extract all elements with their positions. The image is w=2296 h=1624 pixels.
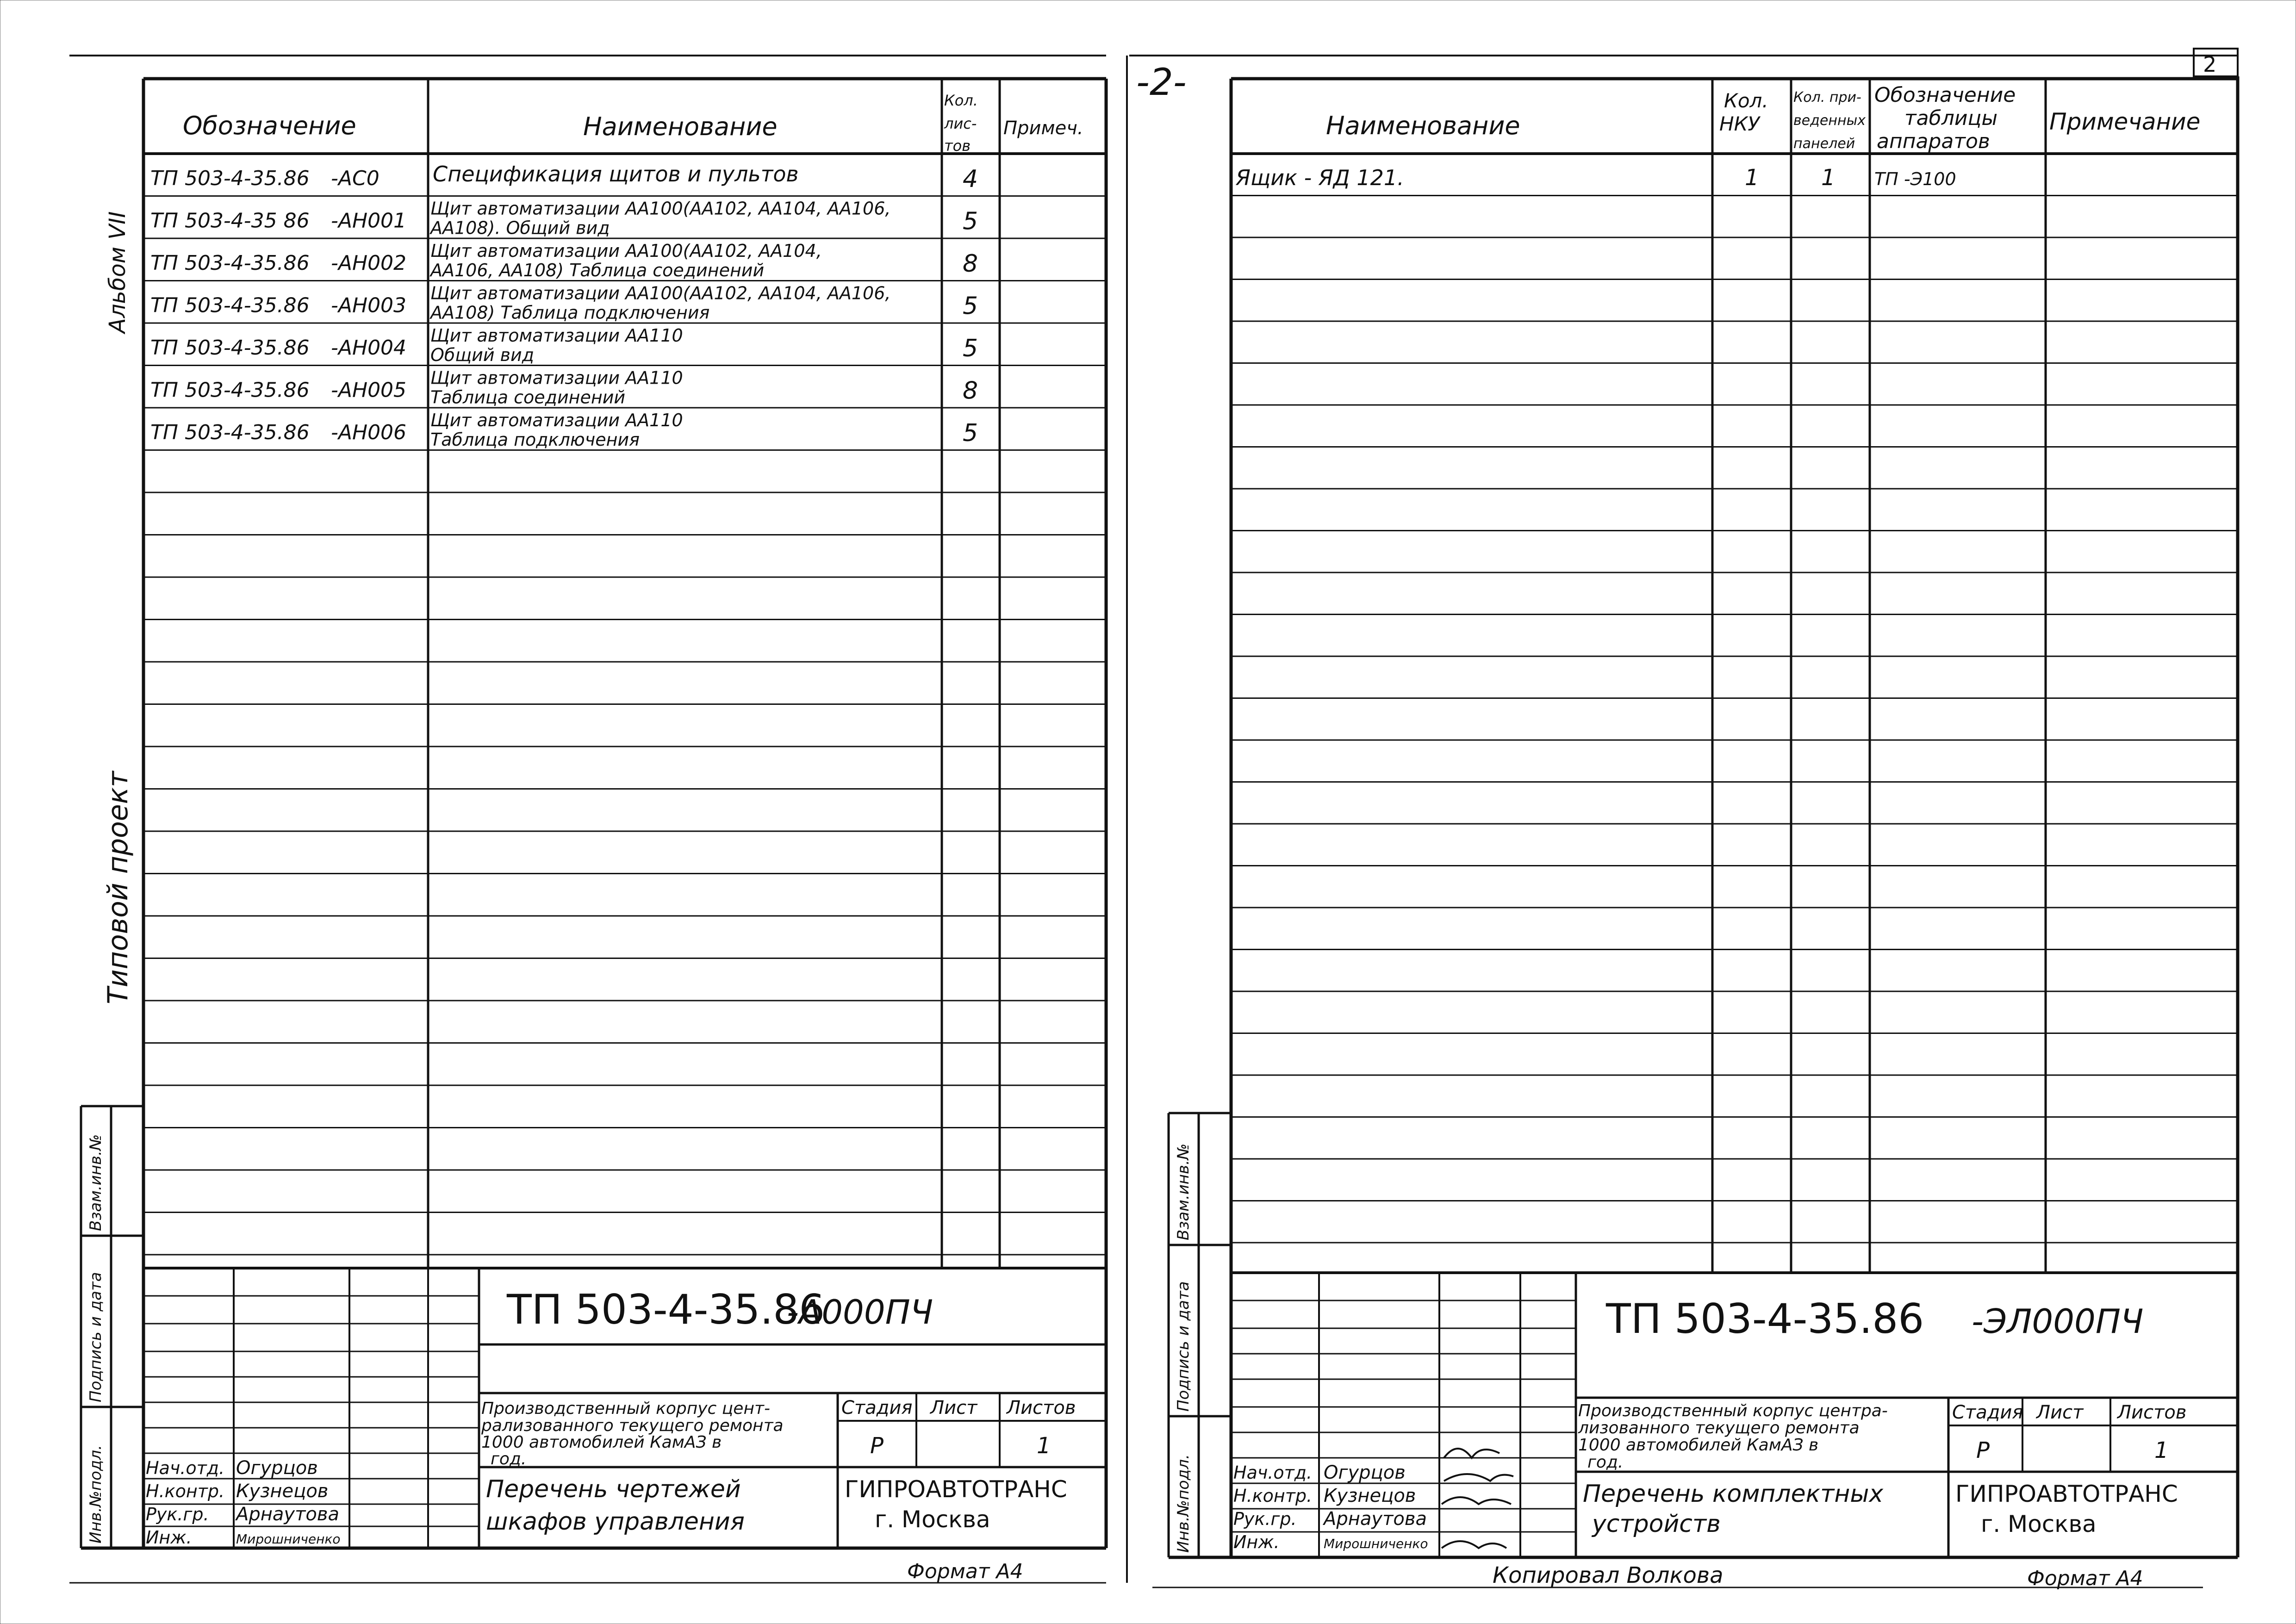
- stage-label-left: Стадия: [841, 1397, 913, 1419]
- row-code: ТП 503-4-35.86: [150, 336, 310, 360]
- row-code: ТП 503-4-35 86: [150, 209, 310, 233]
- person-name: Огурцов: [1324, 1462, 1406, 1483]
- header-sheets-1: Кол.: [944, 92, 978, 109]
- row-name-line: Щит автоматизации АА110: [430, 367, 683, 388]
- person-name: Арнаутова: [236, 1504, 339, 1525]
- doc-code-left: ТП 503-4-35.86: [507, 1286, 825, 1333]
- row-sheets: 5: [963, 207, 978, 236]
- object-line-4-left: год.: [491, 1450, 527, 1468]
- center-page-mark: -2-: [1136, 61, 1187, 104]
- doc-suffix-right: -ЭЛ000ПЧ: [1972, 1302, 2144, 1341]
- header-note-right: Примечание: [2049, 108, 2201, 135]
- title-line-2-left: шкафов управления: [486, 1508, 745, 1536]
- role-label: Нач.отд.: [146, 1458, 225, 1478]
- row-name-line: Щит автоматизации АА110: [430, 410, 683, 430]
- stage-value-right: Р: [1976, 1437, 1990, 1463]
- object-line-1-left: Производственный корпус цент-: [481, 1399, 770, 1418]
- role-label: Рук.гр.: [1233, 1509, 1297, 1529]
- object-line-2-left: рализованного текущего ремонта: [481, 1416, 784, 1435]
- row-suffix: -АН006: [331, 421, 407, 444]
- row-name-line: АА108) Таблица подключения: [430, 302, 710, 323]
- stamp-inv-podl: Инв.№подл.: [87, 1445, 105, 1543]
- row-name-line: Спецификация щитов и пультов: [433, 162, 799, 187]
- sheets-value-left: 1: [1037, 1433, 1051, 1459]
- row-code: ТП 503-4-35.86: [150, 378, 310, 402]
- header-qty-nku-1: Кол.: [1724, 89, 1768, 112]
- row-sheets: 5: [963, 292, 978, 320]
- org-line-2-right: г. Москва: [1981, 1511, 2097, 1537]
- stamp-signature-date: Подпись и дата: [87, 1272, 105, 1402]
- org-line-1-left: ГИПРОАВТОТРАНС: [845, 1476, 1067, 1503]
- object-line-3-left: 1000 автомобилей КамАЗ в: [481, 1433, 722, 1452]
- row-suffix: -АН005: [331, 378, 407, 402]
- row-sheets: 8: [963, 250, 978, 278]
- row-sheets: 8: [963, 377, 978, 405]
- row-name-line: АА108). Общий вид: [430, 218, 610, 238]
- role-label: Инж.: [1233, 1532, 1280, 1552]
- header-designation-2: таблицы: [1904, 106, 1998, 130]
- row-code: ТП 503-4-35.86: [150, 251, 310, 275]
- row-qty-panels: 1: [1821, 165, 1836, 191]
- row-suffix: -АН003: [331, 293, 407, 317]
- sheets-value-right: 1: [2154, 1437, 2169, 1463]
- title-line-1-left: Перечень чертежей: [486, 1475, 741, 1503]
- row-name-line: АА106, АА108) Таблица соединений: [430, 260, 765, 280]
- sheet-label-left: Лист: [930, 1397, 977, 1419]
- doc-code-right: ТП 503-4-35.86: [1606, 1295, 1924, 1343]
- row-sheets: 5: [963, 335, 978, 362]
- sheet-number: 2: [2203, 52, 2217, 77]
- stamp-signature-date-right: Подпись и дата: [1174, 1281, 1193, 1412]
- row-name-line: Щит автоматизации АА110: [430, 325, 683, 346]
- person-name: Кузнецов: [236, 1481, 329, 1502]
- header-sheets-2: лис-: [944, 115, 977, 132]
- row-code: ТП 503-4-35.86: [150, 293, 310, 317]
- row-designation: ТП -Э100: [1874, 169, 1956, 189]
- header-name: Наименование: [583, 112, 778, 141]
- row-suffix: -АН002: [331, 251, 407, 275]
- stamp-inv-podl-right: Инв.№подл.: [1174, 1454, 1193, 1553]
- sheets-label-left: Листов: [1007, 1397, 1076, 1419]
- title-line-1-right: Перечень комплектных: [1583, 1480, 1884, 1508]
- object-line-4-right: год.: [1587, 1453, 1624, 1472]
- row-suffix: -АН004: [331, 336, 407, 360]
- role-label: Рук.гр.: [146, 1504, 209, 1524]
- side-project-label: Типовой проект: [102, 771, 134, 1004]
- header-qty-panels-2: веденных: [1793, 112, 1866, 129]
- person-name: Огурцов: [236, 1457, 318, 1479]
- role-label: Нач.отд.: [1233, 1462, 1313, 1483]
- row-name-line: Щит автоматизации АА100(АА102, АА104,: [430, 241, 822, 261]
- object-line-2-right: лизованного текущего ремонта: [1578, 1419, 1860, 1437]
- stage-label-right: Стадия: [1952, 1402, 2023, 1423]
- header-sheets-3: тов: [944, 137, 971, 155]
- person-name: Мирошниченко: [1324, 1536, 1428, 1551]
- header-name-right: Наименование: [1326, 111, 1520, 140]
- object-line-3-right: 1000 автомобилей КамАЗ в: [1578, 1436, 1819, 1455]
- row-suffix: -АН001: [331, 209, 407, 233]
- title-line-2-right: устройств: [1592, 1510, 1721, 1538]
- row-suffix: -АС0: [331, 167, 380, 190]
- row-name-line: Щит автоматизации АА100(АА102, АА104, АА106,: [430, 283, 891, 304]
- row-name-line: Таблица подключения: [430, 429, 640, 450]
- format-right: Формат А4: [2027, 1567, 2143, 1590]
- person-name: Арнаутова: [1324, 1508, 1427, 1530]
- header-designation-1: Обозначение: [1874, 83, 2016, 107]
- stamp-replace-inv-right: Взам.инв.№: [1174, 1143, 1193, 1240]
- header-qty-panels-3: панелей: [1793, 136, 1855, 152]
- format-left: Формат А4: [907, 1560, 1023, 1583]
- row-name: Ящик - ЯД 121.: [1236, 165, 1404, 190]
- header-note: Примеч.: [1003, 118, 1083, 139]
- role-label: Н.контр.: [1233, 1486, 1313, 1506]
- row-sheets: 5: [963, 419, 978, 447]
- sheet-label-right: Лист: [2036, 1402, 2084, 1423]
- row-code: ТП 503-4-35.86: [150, 167, 310, 190]
- copied-by: Копировал Волкова: [1493, 1562, 1724, 1588]
- row-name-line: Щит автоматизации АА100(АА102, АА104, АА106,: [430, 198, 891, 219]
- org-line-2-left: г. Москва: [875, 1506, 990, 1533]
- header-qty-nku-2: НКУ: [1719, 112, 1760, 135]
- side-album-label: Альбом VII: [105, 211, 131, 333]
- stage-value-left: Р: [870, 1433, 884, 1459]
- person-name: Мирошниченко: [236, 1531, 341, 1547]
- stamp-replace-inv: Взам.инв.№: [87, 1134, 105, 1231]
- role-label: Инж.: [146, 1527, 192, 1548]
- row-sheets: 4: [963, 165, 978, 193]
- sheets-label-right: Листов: [2117, 1402, 2187, 1423]
- header-designation: Обозначение: [183, 111, 356, 140]
- header-qty-panels-1: Кол. при-: [1793, 89, 1861, 106]
- row-name-line: Общий вид: [430, 345, 534, 365]
- header-designation-3: аппаратов: [1877, 130, 1990, 153]
- row-qty-nku: 1: [1745, 165, 1759, 191]
- doc-suffix-left: -А000ПЧ: [787, 1293, 933, 1332]
- role-label: Н.контр.: [146, 1481, 225, 1501]
- person-name: Кузнецов: [1324, 1485, 1416, 1506]
- row-name-line: Таблица соединений: [430, 387, 626, 408]
- row-code: ТП 503-4-35.86: [150, 421, 310, 444]
- object-line-1-right: Производственный корпус центра-: [1578, 1401, 1888, 1420]
- org-line-1-right: ГИПРОАВТОТРАНС: [1955, 1481, 2178, 1507]
